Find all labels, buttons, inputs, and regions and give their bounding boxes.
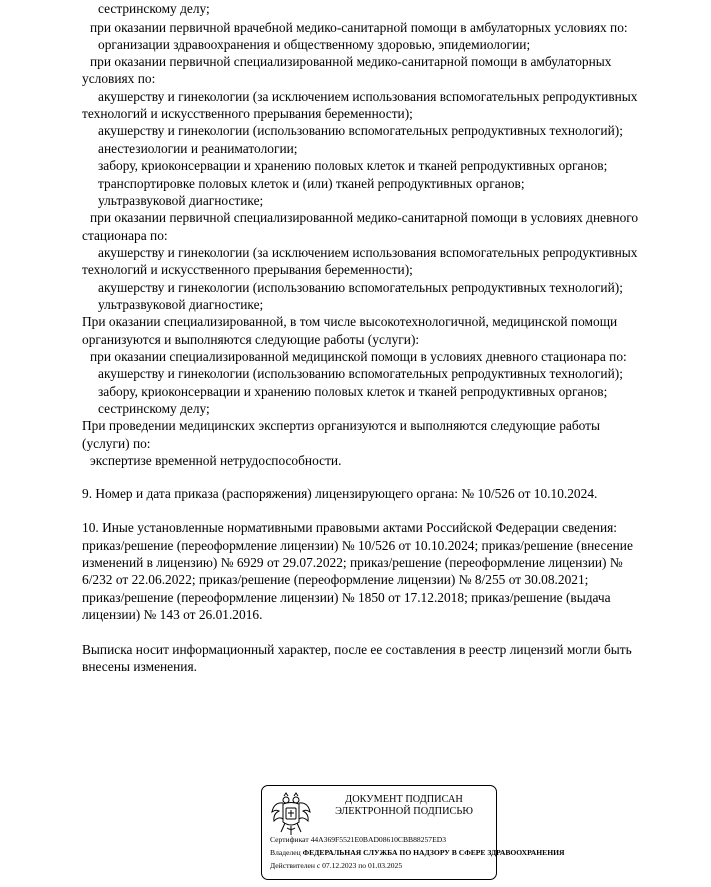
text-line: сестринскому делу; [98,401,210,416]
text-line: приказ/решение (переоформление лицензии) № 1850 от 17.12.2018; приказ/решение (выдача [82,590,611,605]
text-line: анестезиологии и реаниматологии; [98,141,298,156]
stamp-validity: Действителен с 07.12.2023 по 01.03.2025 [270,861,403,870]
text-line: забору, криоконсервации и хранению половых клеток и тканей репродуктивных органов; [98,384,608,399]
stamp-owner-value: ФЕДЕРАЛЬНАЯ СЛУЖБА ПО НАДЗОРУ В СФЕРЕ ЗДРАВООХРАНЕНИЯ [302,848,565,857]
text-line: ультразвуковой диагностике; [98,193,264,208]
text-line: акушерству и гинекологии (использованию вспомогательных репродуктивных технологий); [98,123,623,138]
text-line: акушерству и гинекологии (использованию вспомогательных репродуктивных технологий); [98,280,623,295]
disclaimer-text: Выписка носит информационный характер, после ее составления в реестр лицензий могли быть [82,642,632,657]
text-line: внесены изменения. [82,659,197,674]
text-line: сестринскому делу; [98,1,210,16]
text-line: акушерству и гинекологии (за исключением использования вспомогательных репродуктивных [98,89,638,104]
text-line: транспортировке половых клеток и (или) тканей репродуктивных органов; [98,176,525,191]
electronic-signature-stamp [261,785,565,880]
text-line: при оказании первичной специализированной медико-санитарной помощи в условиях дневного [90,210,639,225]
text-line: при оказании первичной врачебной медико-санитарной помощи в амбулаторных условиях по: [90,20,628,35]
text-line: При оказании специализированной, в том числе высокотехнологичной, медицинской помощи [82,314,618,329]
text-line: приказ/решение (переоформление лицензии) № 10/526 от 10.10.2024; приказ/решение (внесение [82,538,633,553]
text-line: акушерству и гинекологии (использованию вспомогательных репродуктивных технологий); [98,366,623,381]
text-line: при оказании специализированной медицинской помощи в условиях дневного стационара по: [90,349,627,364]
text-line: организуются и выполняются следующие работы (услуги): [82,332,420,347]
text-line: (услуги) по: [82,436,151,451]
text-line: технологий и искусственного прерывания беременности); [82,262,413,277]
section-9-text: 9. Номер и дата приказа (распоряжения) лицензирующего органа: № 10/526 от 10.10.2024. [82,486,598,501]
text-line: забору, криоконсервации и хранению половых клеток и тканей репродуктивных органов; [98,158,608,173]
stamp-owner [270,848,565,858]
stamp-owner-label: Владелец [270,848,301,857]
text-line: при оказании первичной специализированной медико-санитарной помощи в амбулаторных [90,54,612,69]
text-line: экспертизе временной нетрудоспособности. [90,453,342,468]
text-line: акушерству и гинекологии (за исключением использования вспомогательных репродуктивных [98,245,638,260]
text-line: организации здравоохранения и общественному здоровью, эпидемиологии; [98,37,531,52]
section-10-text: 10. Иные установленные нормативными правовыми актами Российской Федерации сведения: [82,520,617,535]
stamp-certificate [270,835,446,845]
text-line: изменений в лицензию) № 6929 от 29.07.2022; приказ/решение (переоформление лицензии) № [82,555,623,570]
russian-coat-of-arms-icon [270,792,312,838]
text-line: условиях по: [82,71,156,86]
text-line: 6/232 от 22.06.2022; приказ/решение (переоформление лицензии) № 8/255 от 30.08.2021; [82,572,589,587]
stamp-title-line1: ДОКУМЕНТ ПОДПИСАН [345,794,463,805]
text-line: стационара по: [82,228,168,243]
stamp-cert-label: Сертификат [270,835,309,844]
text-line: ультразвуковой диагностике; [98,297,264,312]
text-line: лицензии) № 143 от 26.01.2016. [82,607,263,622]
stamp-cert-value: 44A369F5521E0BAD08610CBB88257ED3 [310,835,447,844]
stamp-title-line2: ЭЛЕКТРОННОЙ ПОДПИСЬЮ [335,806,473,817]
text-line: При проведении медицинских экспертиз организуются и выполняются следующие работы [82,418,601,433]
text-line: технологий и искусственного прерывания беременности); [82,106,413,121]
